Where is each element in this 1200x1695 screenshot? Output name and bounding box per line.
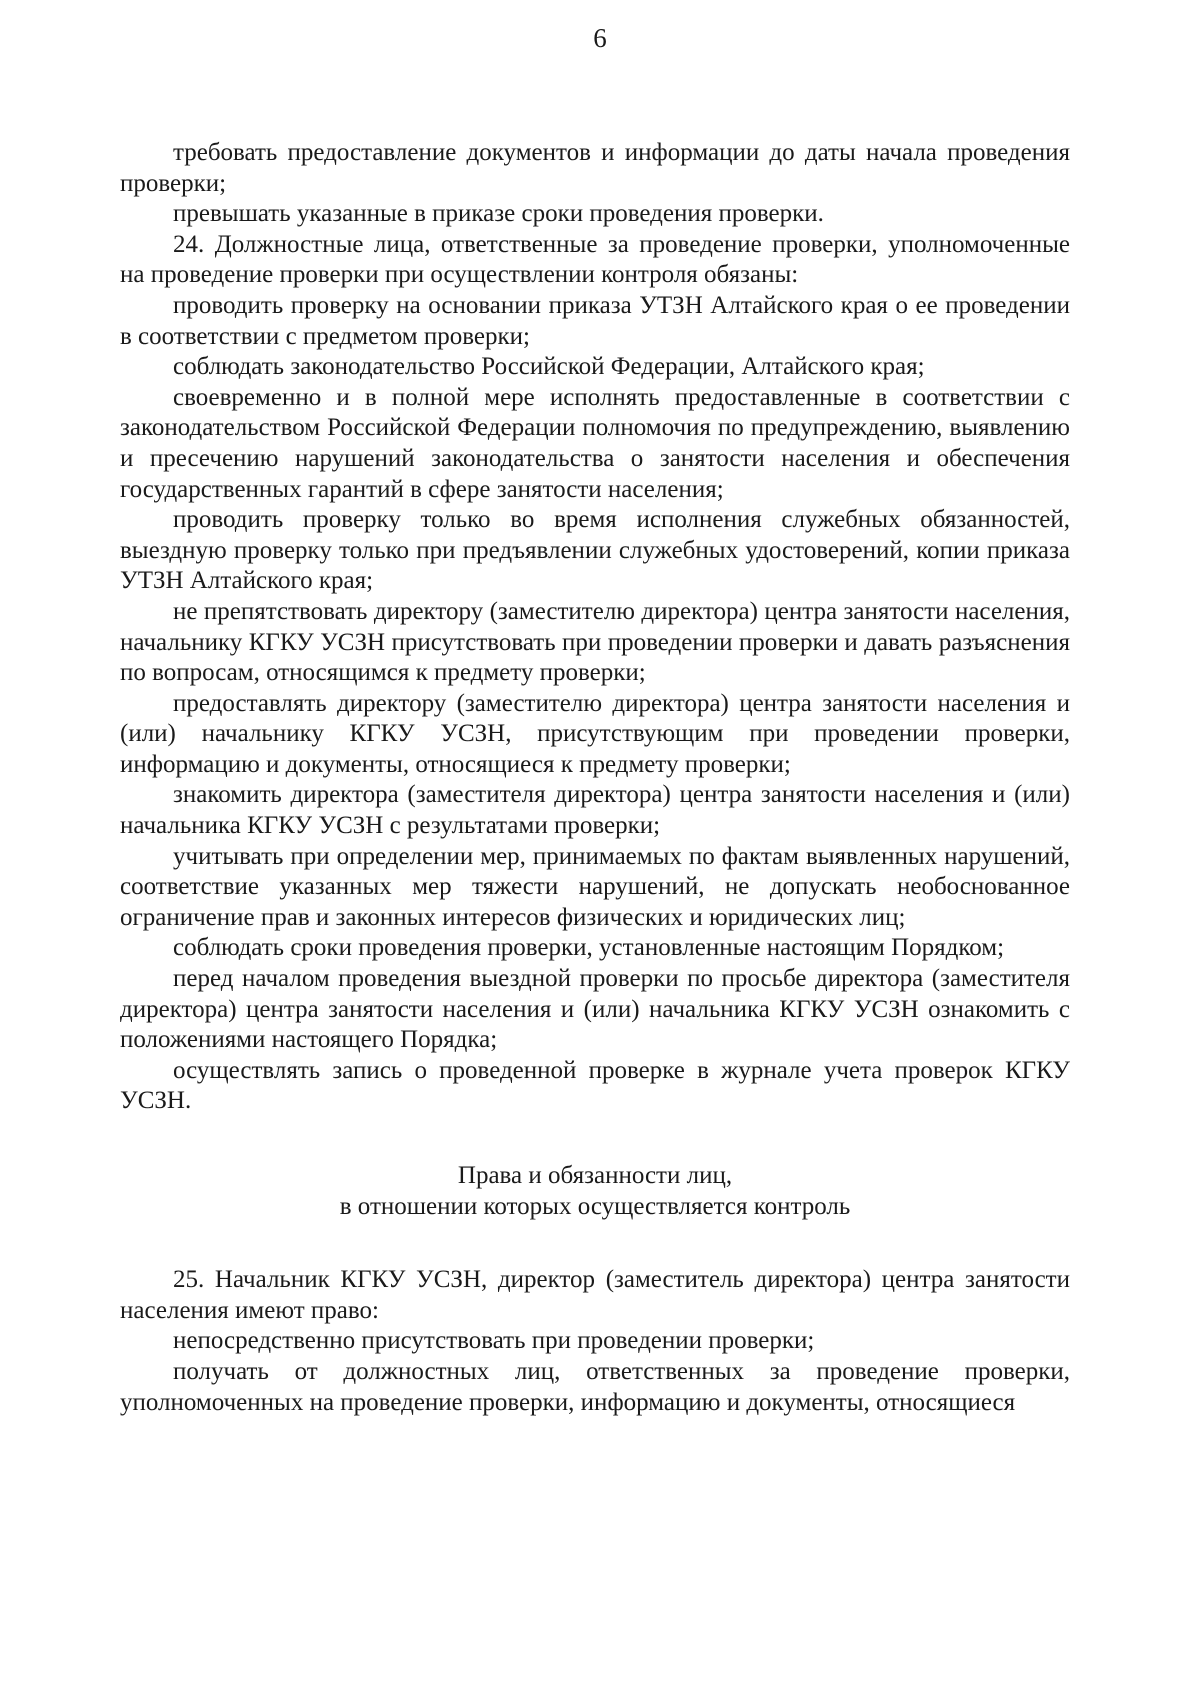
paragraph-2: превышать указанные в приказе сроки проведения проверки. — [173, 200, 824, 228]
paragraph-7: проводить проверку только во время исполнения служебных обязанностей, выездную проверку только при предъявлении служебных удостоверений, копии приказа УТЗН Алтайского края; — [120, 506, 1070, 595]
section-heading-line-2: в отношении которых осуществляется контроль — [339, 1192, 851, 1220]
paragraph-8: не препятствовать директору (заместителю директора) центра занятости населения, начальнику КГКУ УСЗН присутствовать при проведении проверки и давать разъяснения по вопросам, относящимся к предмету проверки; — [120, 597, 1070, 687]
section-heading-line-1: Права и обязанности лиц, — [457, 1162, 733, 1189]
paragraph-16: непосредственно присутствовать при проведении проверки; — [173, 1327, 815, 1355]
spacer — [120, 1117, 1070, 1161]
paragraph-11: учитывать при определении мер, принимаемых по фактам выявленных нарушений, соответствие указанных мер тяжести нарушений, не допускать необоснованное ограничение прав и законных интересов физических и юридических лиц; — [120, 842, 1070, 931]
paragraph-9: предоставлять директору (заместителю директора) центра занятости населения и (или) начальнику КГКУ УСЗН, присутствующим при проведении проверки, информацию и документы, относящиеся к предмету проверки; — [120, 689, 1070, 778]
paragraph-10: знакомить директора (заместителя директора) центра занятости населения и (или) начальника КГКУ УСЗН с результатами проверки; — [120, 781, 1070, 840]
paragraph-17: получать от должностных лиц, ответственных за проведение проверки, уполномоченных на проведение проверки, информацию и документы, относящиеся — [120, 1357, 1070, 1416]
paragraph-clause-24: 24. Должностные лица, ответственные за проведение проверки, уполномоченные на проведение проверки при осуществлении контроля обязаны: — [120, 230, 1070, 289]
paragraph-13: перед началом проведения выездной проверки по просьбе директора (заместителя директора) центра занятости населения и (или) начальника КГКУ УСЗН ознакомить с положениями настоящего Порядка; — [120, 965, 1070, 1054]
paragraph-14: осуществлять запись о проведенной проверке в журнале учета проверок КГКУ УСЗН. — [120, 1056, 1070, 1115]
paragraph-12: соблюдать сроки проведения проверки, установленные настоящим Порядком; — [173, 934, 1005, 962]
paragraph-4: проводить проверку на основании приказа УТЗН Алтайского края о ее проведении в соответствии с предметом проверки; — [120, 291, 1070, 350]
paragraph-1: требовать предоставление документов и информации до даты начала проведения проверки; — [120, 139, 1070, 197]
paragraph-5: соблюдать законодательство Российской Федерации, Алтайского края; — [173, 353, 925, 381]
paragraph-6: своевременно и в полной мере исполнять предоставленные в соответствии с законодательством Российской Федерации полномочия по предупреждению, выявлению и пресечению нарушений законодательства о занятости населения и обеспечения государственных гарантий в сфере занятости населения; — [120, 383, 1070, 503]
spacer — [120, 1222, 1070, 1265]
page-number: 6 — [593, 23, 607, 53]
document-body — [120, 138, 1070, 1418]
paragraph-clause-25: 25. Начальник КГКУ УСЗН, директор (заместитель директора) центра занятости населения имеют право: — [120, 1266, 1070, 1324]
